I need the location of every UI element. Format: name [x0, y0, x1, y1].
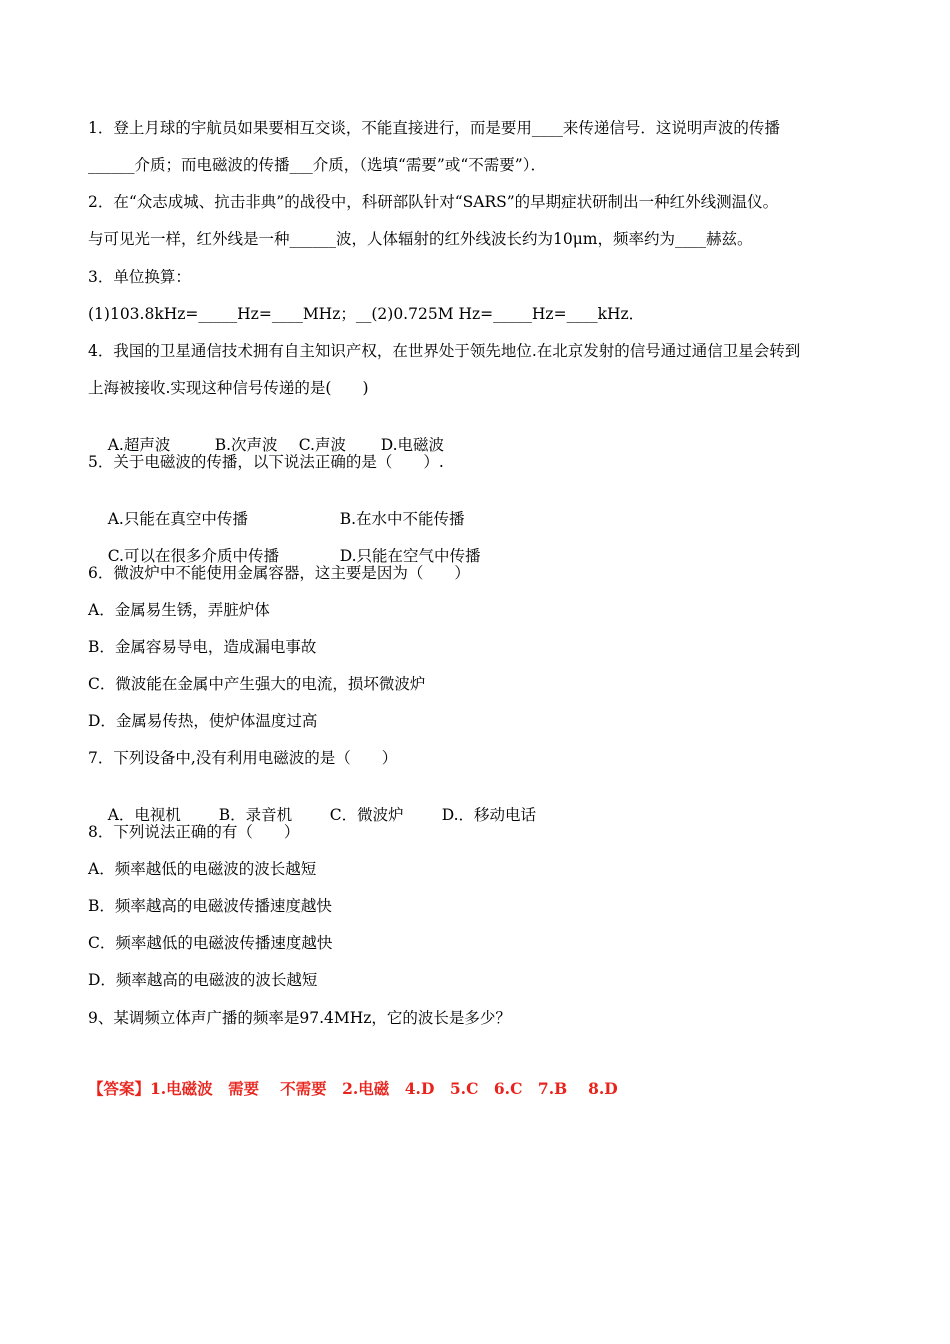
q1-line2: ______介质；而电磁波的传播___介质，（选填“需要”或“不需要”）．	[88, 156, 546, 174]
q8-option-a: A．频率越低的电磁波的波长越短	[88, 860, 317, 878]
q5-option-c: C.可以在很多介质中传播	[107, 547, 279, 565]
q5-option-b: B.在水中不能传播	[339, 510, 465, 528]
q8-option-d: D．频率越高的电磁波的波长越短	[88, 971, 318, 989]
q5-stem: 5．关于电磁波的传播，以下说法正确的是（ ）.	[88, 453, 444, 471]
answer-key: 【答案】1.电磁波 需要 不需要 2.电磁 4.D 5.C 6.C 7.B 8.D	[88, 1079, 618, 1098]
q2-line1: 2．在“众志成城、抗击非典”的战役中，科研部队针对“SARS”的早期症状研制出一种红外线测温仪。	[88, 193, 779, 211]
q8-stem: 8．下列说法正确的有（ ）	[88, 823, 300, 841]
q8-option-c: C．频率越低的电磁波传播速度越快	[88, 934, 333, 952]
q9-stem: 9、某调频立体声广播的频率是97.4MHz，它的波长是多少？	[88, 1009, 511, 1027]
q3-conversion-line: (1)103.8kHz=_____Hz=____MHz；__(2)0.725M Hz=_____Hz=____kHz．	[88, 305, 645, 323]
q4-line2: 上海被接收.实现这种信号传递的是( )	[88, 379, 369, 397]
q7-option-b: B．录音机	[218, 806, 293, 824]
q8-option-b: B．频率越高的电磁波传播速度越快	[88, 897, 332, 915]
q7-option-c: C．微波炉	[329, 806, 404, 824]
q1-line1: 1．登上月球的宇航员如果要相互交谈，不能直接进行，而是要用____来传递信号．这说明声波的传播	[88, 119, 780, 137]
q4-option-a: A.超声波	[107, 436, 171, 454]
q6-option-a: A．金属易生锈，弄脏炉体	[88, 601, 270, 619]
q4-option-d: D.电磁波	[380, 436, 445, 454]
q6-option-b: B．金属容易导电，造成漏电事故	[88, 638, 317, 656]
q5-option-d: D.只能在空气中传播	[339, 547, 481, 565]
q5-option-a: A.只能在真空中传播	[107, 510, 248, 528]
q3-stem: 3．单位换算：	[88, 268, 191, 286]
q4-line1: 4．我国的卫星通信技术拥有自主知识产权，在世界处于领先地位.在北京发射的信号通过通信卫星会转到	[88, 342, 801, 360]
q6-option-c: C．微波能在金属中产生强大的电流，损坏微波炉	[88, 675, 426, 693]
q2-line2: 与可见光一样，红外线是一种______波，人体辐射的红外线波长约为10μm，频率约为____赫兹。	[88, 230, 753, 248]
q6-option-d: D．金属易传热，使炉体温度过高	[88, 712, 318, 730]
q4-option-b: B.次声波	[214, 436, 278, 454]
q7-option-d: D.．移动电话	[441, 806, 537, 824]
q7-option-a: A．电视机	[107, 806, 181, 824]
q4-option-c: C.声波	[298, 436, 346, 454]
q6-stem: 6．微波炉中不能使用金属容器，这主要是因为（ ）	[88, 564, 470, 582]
q7-stem: 7．下列设备中,没有利用电磁波的是（ ）	[88, 749, 398, 767]
